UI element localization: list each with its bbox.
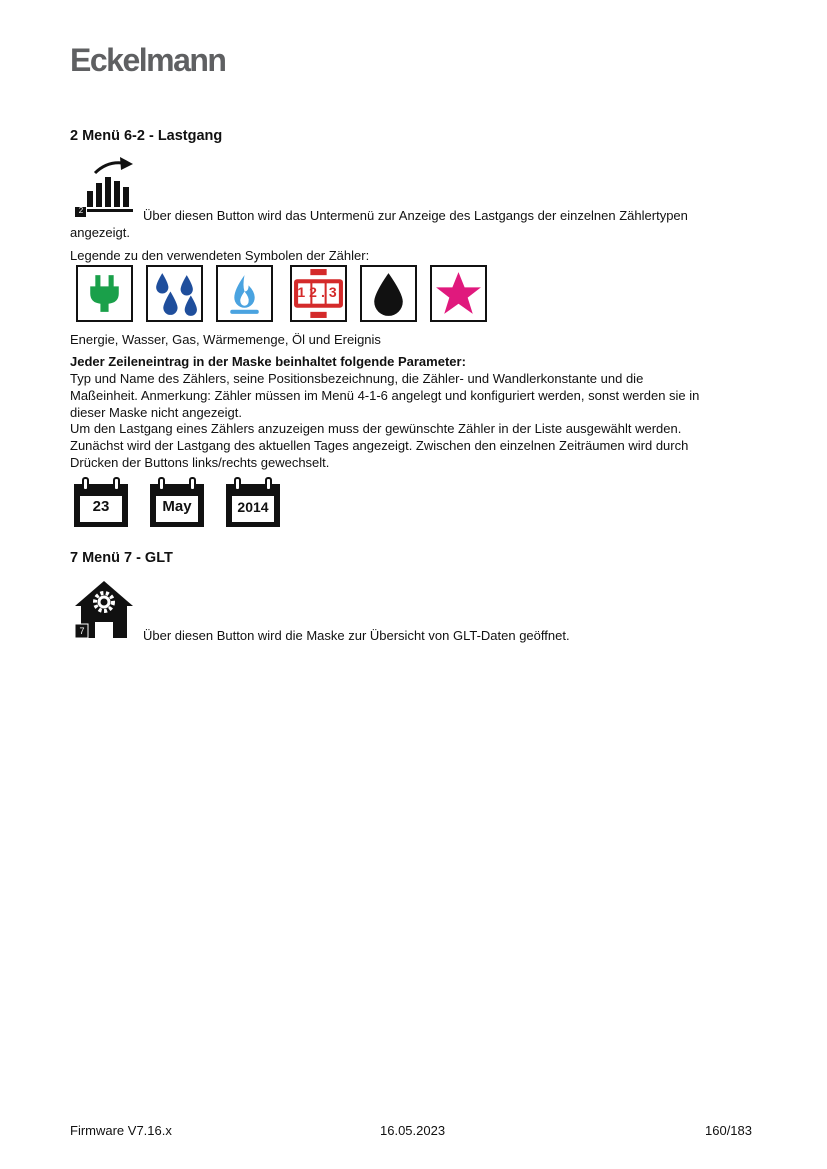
calendar-month-label: May [162, 498, 192, 515]
params-line: Maßeinheit. Anmerkung: Zähler müssen im Menü 4-1-6 angelegt und konfiguriert werden, sonst werden sie in [70, 388, 700, 403]
lastgang-intro-line2: angezeigt. [70, 225, 130, 240]
water-drops-icon [146, 265, 203, 322]
footer-page-number: 160/183 [705, 1123, 752, 1138]
params-heading: Jeder Zeileneintrag in der Maske beinhaltet folgende Parameter: [70, 354, 466, 369]
calendar-day-button[interactable] [73, 476, 129, 528]
calendar-year-label: 2014 [237, 499, 269, 515]
button-number-badge: 2 [78, 206, 84, 215]
glt-house-gear-icon[interactable] [73, 580, 135, 640]
params-line: Um den Lastgang eines Zählers anzuzeigen muss der gewünschte Zähler in der Liste ausgewählt werden. [70, 421, 682, 436]
button-number-badge: 7 [79, 626, 85, 636]
footer-date: 16.05.2023 [380, 1123, 446, 1138]
section-title-lastgang: 2 Menü 6-2 - Lastgang [70, 128, 223, 144]
lastgang-button-icon[interactable] [73, 157, 135, 217]
footer-firmware: Firmware V7.16.x [70, 1123, 172, 1138]
params-line: Typ und Name des Zählers, seine Positionsbezeichnung, die Zähler- und Wandlerkonstante und die [70, 371, 644, 386]
gas-flame-icon [216, 265, 273, 322]
params-line: dieser Maske nicht angezeigt. [70, 405, 242, 420]
section-title-glt: 7 Menü 7 - GLT [70, 550, 173, 566]
calendar-month-button[interactable] [149, 476, 205, 528]
legend-heading: Legende zu den verwendeten Symbolen der Zähler: [70, 248, 370, 263]
oil-drop-icon [360, 265, 417, 322]
params-line: Zunächst wird der Lastgang des aktuellen Tages angezeigt. Zwischen den einzelnen Zeiträumen wird durch [70, 438, 689, 453]
plug-icon [76, 265, 133, 322]
params-line: Drücken der Buttons links/rechts gewechselt. [70, 455, 330, 470]
legend-caption: Energie, Wasser, Gas, Wärmemenge, Öl und Ereignis [70, 332, 381, 347]
company-logo: Eckelmann [70, 42, 226, 78]
lastgang-intro-line1: Über diesen Button wird das Untermenü zur Anzeige des Lastgangs der einzelnen Zählertypen [143, 208, 688, 223]
star-icon [430, 265, 487, 322]
calendar-day-label: 23 [92, 498, 110, 515]
heat-meter-reading: 12.3 [297, 284, 341, 300]
calendar-year-button[interactable] [225, 476, 281, 528]
heat-meter-icon [290, 265, 347, 322]
glt-description: Über diesen Button wird die Maske zur Übersicht von GLT-Daten geöffnet. [143, 628, 570, 643]
